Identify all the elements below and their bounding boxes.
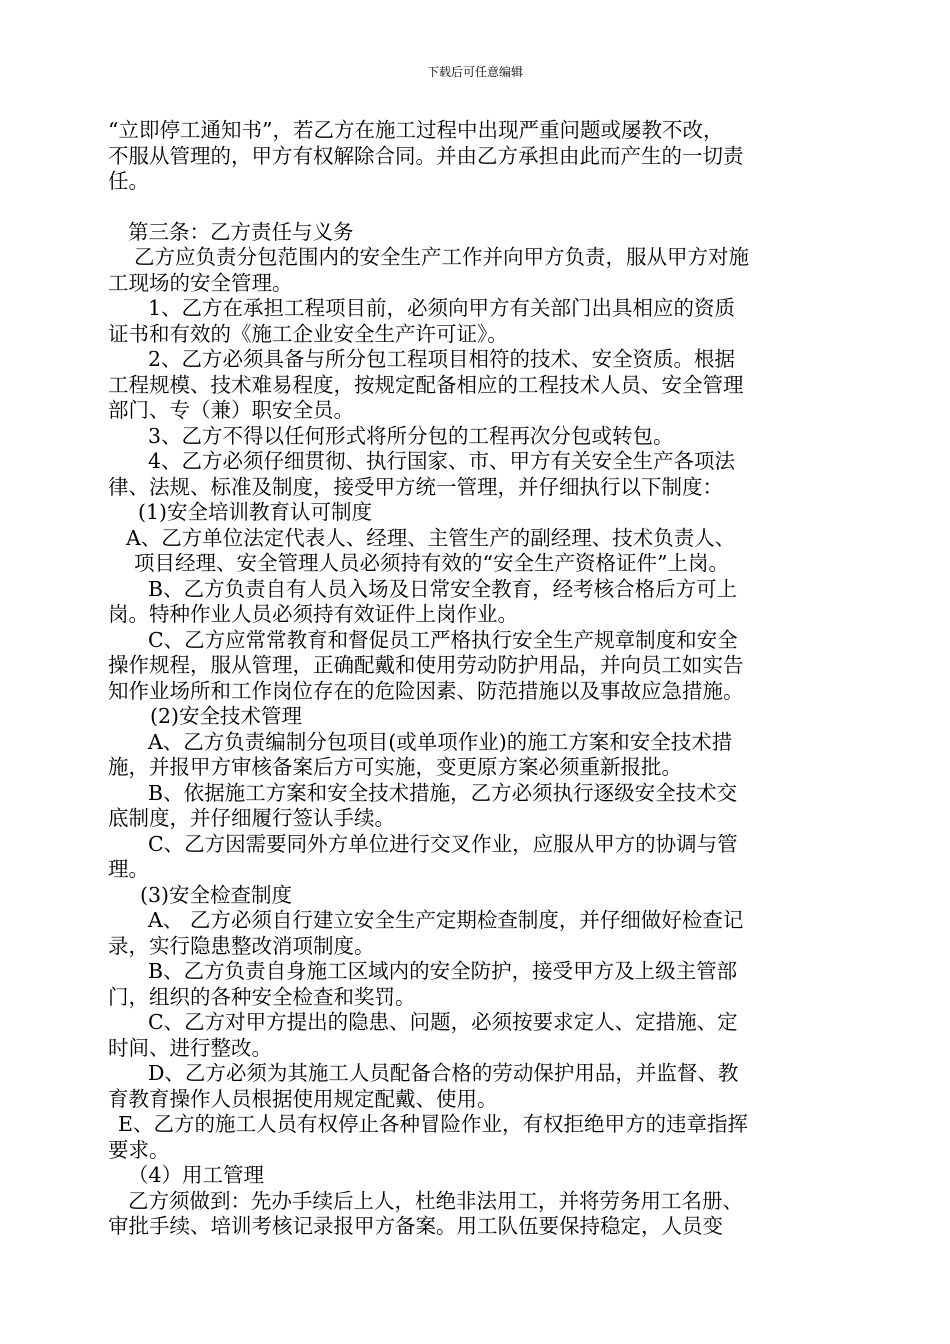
- text-line: 底制度，并仔细履行签认手续。: [108, 806, 395, 830]
- text-line: 审批手续、培训考核记录报甲方备案。用工队伍要保持稳定，人员变: [108, 1214, 723, 1238]
- text-line: 部门、专（兼）职安全员。: [108, 398, 354, 422]
- text-line: D、乙方必须为其施工人员配备合格的劳动保护用品，并监督、教: [148, 1061, 739, 1085]
- text-line: 4、乙方必须仔细贯彻、执行国家、市、甲方有关安全生产各项法: [148, 449, 736, 473]
- text-line: (1)安全培训教育认可制度: [138, 500, 373, 524]
- text-line: 录，实行隐患整改消项制度。: [108, 933, 375, 958]
- text-line: 时间、进行整改。: [108, 1035, 272, 1060]
- page-header: 下载后可任意编辑: [426, 65, 523, 79]
- text-line: A、乙方单位法定代表人、经理、主管生产的副经理、技术负责人、: [126, 525, 736, 550]
- text-line: 2、乙方必须具备与所分包工程项目相符的技术、安全资质。根据: [148, 347, 736, 371]
- text-line: 3、乙方不得以任何形式将所分包的工程再次分包或转包。: [148, 423, 674, 448]
- text-line: (2)安全技术管理: [150, 704, 303, 728]
- text-line: 证书和有效的《施工企业安全生产许可证》。: [108, 321, 508, 346]
- text-line: “立即停工通知书”，若乙方在施工过程中出现严重问题或屡教不改，: [108, 118, 724, 142]
- text-line: 知作业场所和工作岗位存在的危险因素、防范措施以及事故应急措施。: [108, 678, 744, 703]
- text-line: 工现场的安全管理。: [108, 270, 293, 295]
- text-line: 理。: [108, 857, 149, 881]
- text-line: 乙方须做到：先办手续后上人，杜绝非法用工，并将劳务用工名册、: [128, 1188, 743, 1213]
- text-line: 要求。: [108, 1137, 170, 1162]
- text-line: 施，并报甲方审核备案后方可实施，变更原方案必须重新报批。: [108, 755, 682, 779]
- document-body: [108, 118, 808, 1240]
- text-line: (3)安全检查制度: [140, 882, 293, 907]
- text-line: 项目经理、安全管理人员必须持有效的“安全生产资格证件”上岗。: [134, 551, 729, 575]
- text-line: C、乙方应常常教育和督促员工严格执行安全生产规章制度和安全: [148, 627, 738, 652]
- text-line: 操作规程，服从管理，正确配戴和使用劳动防护用品，并向员工如实告: [108, 653, 744, 677]
- text-line: 工程规模、技术难易程度，按规定配备相应的工程技术人员、安全管理: [108, 372, 744, 397]
- text-line: 岗。特种作业人员必须持有效证件上岗作业。: [108, 602, 518, 626]
- blank-line: [108, 195, 808, 220]
- text-line: （4）用工管理: [128, 1163, 265, 1187]
- text-line: A、乙方负责编制分包项目(或单项作业)的施工方案和安全技术措: [148, 729, 733, 754]
- text-line: E、乙方的施工人员有权停止各种冒险作业，有权拒绝甲方的违章指挥: [118, 1112, 748, 1136]
- text-line: 不服从管理的，甲方有权解除合同。并由乙方承担由此而产生的一切责: [108, 143, 744, 168]
- text-line: B、乙方负责自身施工区域内的安全防护，接受甲方及上级主管部: [148, 959, 738, 983]
- text-line: A、 乙方必须自行建立安全生产定期检查制度，并仔细做好检查记: [148, 908, 744, 932]
- text-line: 1、乙方在承担工程项目前，必须向甲方有关部门出具相应的资质: [148, 296, 736, 320]
- text-line: 第三条：乙方责任与义务: [128, 219, 354, 244]
- text-line: C、乙方因需要同外方单位进行交叉作业，应服从甲方的协调与管: [148, 831, 738, 856]
- text-line: 律、法规、标准及制度，接受甲方统一管理，并仔细执行以下制度：: [108, 474, 723, 499]
- text-line: B、乙方负责自有人员入场及日常安全教育，经考核合格后方可上: [148, 576, 738, 601]
- text-line: C、乙方对甲方提出的隐患、问题，必须按要求定人、定措施、定: [148, 1010, 738, 1034]
- text-line: B、依据施工方案和安全技术措施，乙方必须执行逐级安全技术交: [148, 780, 738, 805]
- text-line: 任。: [108, 169, 149, 193]
- text-line: 育教育操作人员根据使用规定配戴、使用。: [108, 1086, 498, 1111]
- text-line: 乙方应负责分包范围内的安全生产工作并向甲方负责，服从甲方对施: [134, 245, 749, 269]
- text-line: 门，组织的各种安全检查和奖罚。: [108, 984, 416, 1009]
